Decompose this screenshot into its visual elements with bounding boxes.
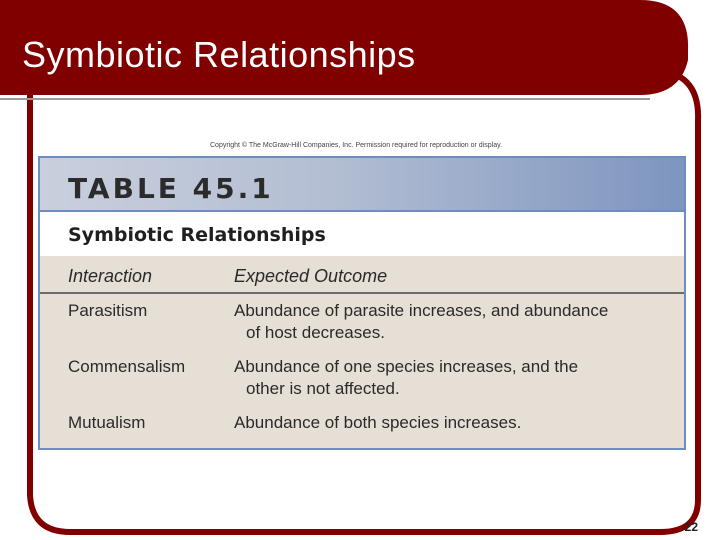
page-number: 22 [684, 520, 698, 534]
slide-title: Symbiotic Relationships [22, 34, 416, 75]
table-row-outcome [234, 412, 654, 434]
outcome-line: Abundance of both species increases. [234, 413, 522, 432]
table-row-outcome [234, 300, 654, 344]
outcome-line: Abundance of parasite increases, and abundance [234, 301, 609, 320]
table-caption: Symbiotic Relationships [68, 224, 326, 246]
table-row-outcome [234, 356, 654, 400]
outcome-line: of host decreases. [246, 323, 385, 342]
outcome-line: other is not affected. [246, 379, 400, 398]
header-rule [40, 292, 684, 294]
table-row-interaction: Parasitism [68, 301, 148, 320]
symbiosis-table [38, 156, 686, 450]
outcome-line: Abundance of one species increases, and the [234, 357, 579, 376]
column-header-interaction: Interaction [68, 266, 153, 286]
table-row-interaction: Commensalism [68, 357, 186, 376]
column-header-outcome: Expected Outcome [234, 266, 388, 286]
table-number: TABLE 45.1 [68, 172, 274, 205]
table-row-interaction: Mutualism [68, 413, 146, 432]
copyright-notice: Copyright © The McGraw-Hill Companies, Inc. Permission required for reproduction or display. [210, 142, 503, 149]
